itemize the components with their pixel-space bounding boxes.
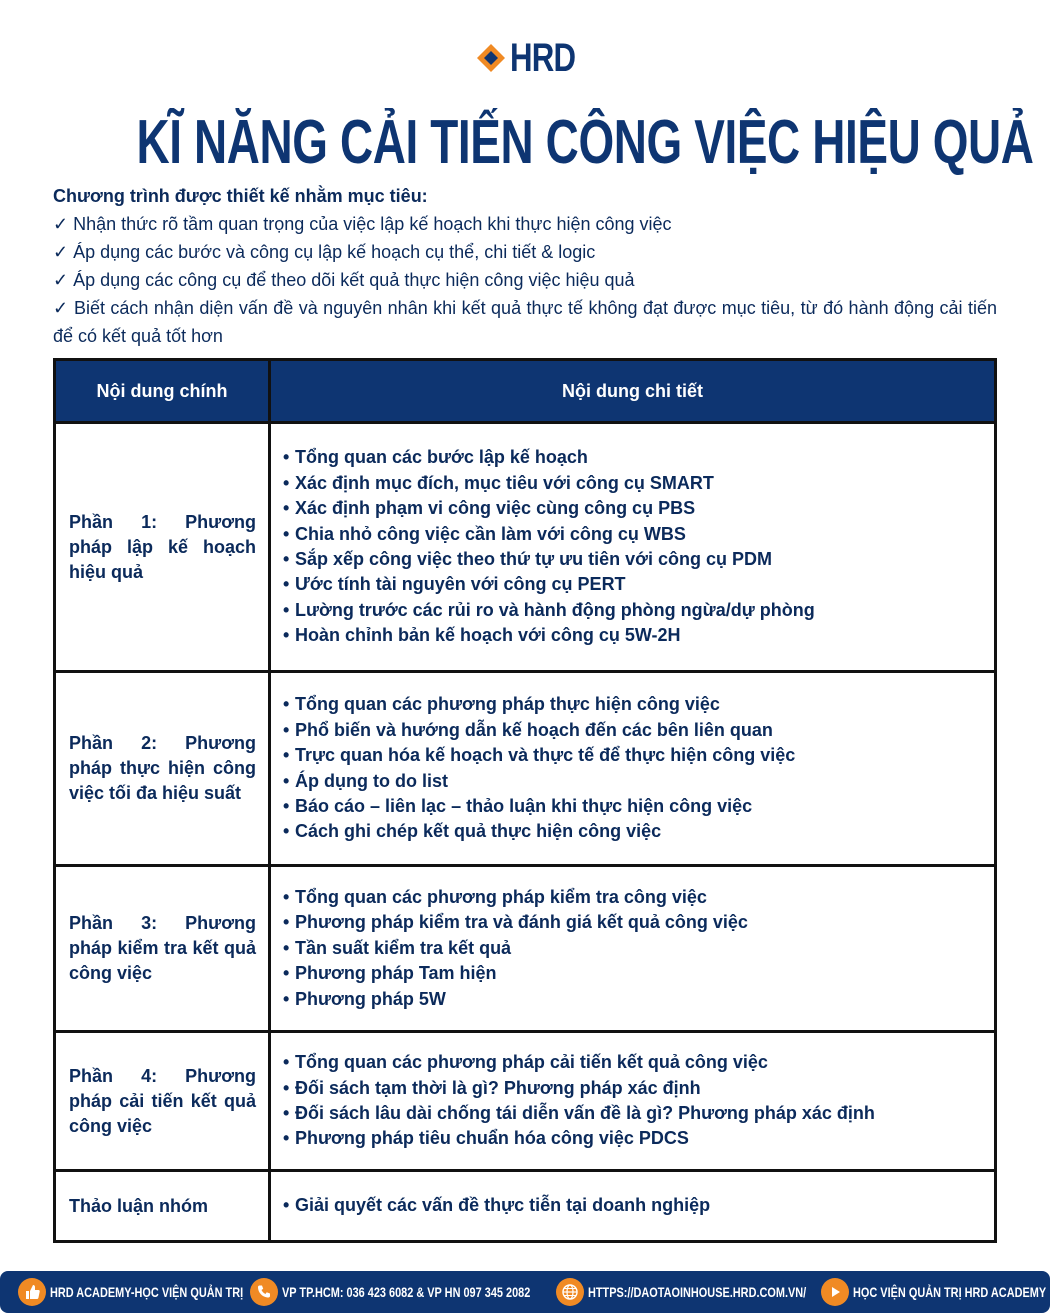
section-title: Phần 2: Phương pháp thực hiện công việc tối đa hiệu suất: [55, 672, 270, 866]
thumbs-up-icon: [18, 1278, 46, 1306]
detail-item: • Sắp xếp công việc theo thứ tự ưu tiên với công cụ PDM: [283, 549, 772, 569]
section-title: Thảo luận nhóm: [55, 1171, 270, 1242]
footer-youtube-link[interactable]: HỌC VIỆN QUẢN TRỊ HRD ACADEMY: [821, 1278, 1050, 1306]
detail-item: • Ước tính tài nguyên với công cụ PERT: [283, 574, 626, 595]
detail-item: • Cách ghi chép kết quả thực hiện công việc: [283, 821, 662, 842]
section-details: [270, 866, 996, 1032]
table-row: [55, 672, 996, 866]
table-row: [55, 423, 996, 672]
intro-block: [53, 182, 997, 350]
brand-logo: [0, 38, 1050, 78]
play-icon: [821, 1278, 849, 1306]
detail-item: • Giải quyết các vấn đề thực tiễn tại doanh nghiệp: [283, 1195, 711, 1216]
table-row: [55, 1171, 996, 1242]
intro-lead: Chương trình được thiết kế nhằm mục tiêu:: [53, 186, 428, 206]
section-details: [270, 423, 996, 672]
detail-item: • Trực quan hóa kế hoạch và thực tế để thực hiện công việc: [283, 745, 796, 766]
section-details: [270, 1171, 996, 1242]
section-details: [270, 672, 996, 866]
section-title: Phần 4: Phương pháp cải tiến kết quả công việc: [55, 1032, 270, 1171]
detail-item: • Đối sách lâu dài chống tái diễn vấn đề là gì? Phương pháp xác định: [283, 1103, 875, 1123]
detail-item: • Phổ biến và hướng dẫn kế hoạch đến các bên liên quan: [283, 719, 773, 740]
globe-icon: [556, 1278, 584, 1306]
curriculum-table: [53, 358, 997, 1243]
header-main-content: Nội dung chính: [55, 360, 270, 423]
detail-item: • Đối sách tạm thời là gì? Phương pháp xác định: [283, 1077, 701, 1098]
detail-item: • Phương pháp tiêu chuẩn hóa công việc PDCS: [283, 1128, 689, 1149]
intro-item: ✓ Nhận thức rõ tầm quan trọng của việc lập kế hoạch khi thực hiện công việc: [53, 214, 672, 234]
detail-item: • Báo cáo – liên lạc – thảo luận khi thực hiện công việc: [283, 795, 753, 816]
page-title: KĨ NĂNG CẢI TIẾN CÔNG VIỆC HIỆU QUẢ: [136, 108, 1034, 177]
intro-item: ✓ Áp dụng các bước và công cụ lập kế hoạch cụ thể, chi tiết & logic: [53, 242, 596, 262]
detail-item: • Phương pháp 5W: [283, 988, 446, 1009]
intro-item: ✓ Biết cách nhận diện vấn đề và nguyên nhân khi kết quả thực tế không đạt được mục tiêu, từ đó hành động cải tiến để có kết quả tốt hơn: [53, 298, 997, 346]
detail-item: • Tổng quan các phương pháp kiểm tra công việc: [283, 886, 707, 907]
table-row: [55, 866, 996, 1032]
detail-item: • Tổng quan các phương pháp cải tiến kết quả công việc: [283, 1052, 768, 1073]
detail-item: • Tổng quan các bước lập kế hoạch: [283, 447, 588, 468]
detail-item: • Xác định phạm vi công việc cùng công cụ PBS: [283, 498, 696, 519]
detail-item: • Chia nhỏ công việc cần làm với công cụ WBS: [283, 523, 686, 544]
footer-facebook-link[interactable]: HRD ACADEMY-HỌC VIỆN QUẢN TRỊ: [18, 1278, 250, 1306]
section-title: Phần 3: Phương pháp kiểm tra kết quả công việc: [55, 866, 270, 1032]
diamond-logo-icon: [476, 43, 506, 73]
table-row: [55, 1032, 996, 1171]
intro-item: ✓ Áp dụng các công cụ để theo dõi kết quả thực hiện công việc hiệu quả: [53, 270, 635, 290]
footer-website-link[interactable]: HTTPS://DAOTAOINHOUSE.HRD.COM.VN/: [556, 1278, 821, 1306]
header-detail-content: Nội dung chi tiết: [270, 360, 996, 423]
detail-item: • Áp dụng to do list: [283, 770, 448, 791]
logo-text: HRD: [510, 36, 576, 80]
detail-item: • Tổng quan các phương pháp thực hiện công việc: [283, 694, 720, 715]
detail-item: • Phương pháp kiểm tra và đánh giá kết quả công việc: [283, 912, 748, 933]
detail-item: • Lường trước các rủi ro và hành động phòng ngừa/dự phòng: [283, 599, 815, 620]
footer-bar: [0, 1271, 1050, 1313]
detail-item: • Xác định mục đích, mục tiêu với công cụ SMART: [283, 472, 714, 493]
table-header-row: [55, 360, 996, 423]
section-details: [270, 1032, 996, 1171]
phone-icon: [250, 1278, 278, 1306]
section-title: Phần 1: Phương pháp lập kế hoạch hiệu quả: [55, 423, 270, 672]
detail-item: • Hoàn chỉnh bản kế hoạch với công cụ 5W-2H: [283, 625, 681, 646]
detail-item: • Phương pháp Tam hiện: [283, 963, 497, 984]
footer-phone-link[interactable]: VP TP.HCM: 036 423 6082 & VP HN 097 345 2082: [250, 1278, 556, 1306]
detail-item: • Tần suất kiểm tra kết quả: [283, 937, 512, 958]
